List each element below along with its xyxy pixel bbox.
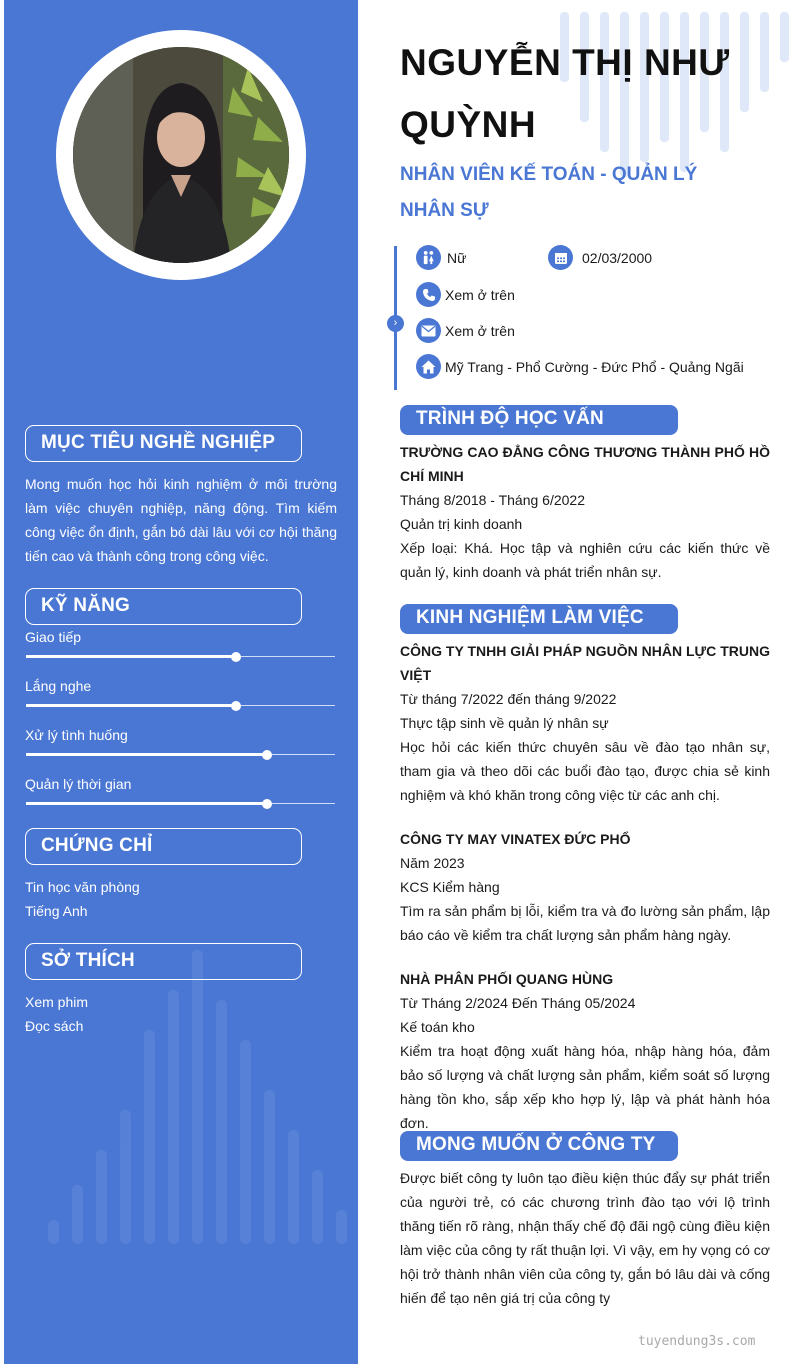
watermark: tuyendung3s.com (638, 1334, 756, 1349)
experience-heading: KINH NGHIỆM LÀM VIỆC (400, 604, 678, 634)
education-major: Quản trị kinh doanh (400, 516, 523, 532)
hobby-item: Đọc sách (25, 1018, 84, 1034)
education-period: Tháng 8/2018 - Tháng 6/2022 (400, 492, 586, 508)
info-address (416, 354, 744, 379)
job-position: NHÂN VIÊN KẾ TOÁN - QUẢN LÝ NHÂN SỰ (400, 164, 698, 221)
experience-description: Học hỏi các kiến thức chuyên sâu về đào tạo nhân sự, tham gia và theo dõi các buổi đào tạo, được chia sẻ kinh nghiệm và khó khăn trong công việc từ các anh chị. (400, 739, 770, 803)
skill-bar-fill (26, 753, 267, 756)
skills-heading: KỸ NĂNG (25, 588, 302, 625)
education-heading: TRÌNH ĐỘ HỌC VẤN (400, 405, 678, 435)
candidate-name: NGUYỄN THỊ NHƯ QUỲNH (400, 42, 730, 145)
skill-bar-fill (26, 802, 267, 805)
experience-item (400, 639, 770, 807)
address-value: Mỹ Trang - Phổ Cường - Đức Phổ - Quảng Ngãi (445, 358, 744, 375)
experience-description: Tìm ra sản phẩm bị lỗi, kiểm tra và đo lường sản phẩm, lập báo cáo về kiểm tra chất lượng sản phẩm hàng ngày. (400, 903, 770, 943)
company-name: CÔNG TY MAY VINATEX ĐỨC PHỔ (400, 831, 631, 847)
skill-bar (26, 754, 335, 755)
experience-item (400, 967, 770, 1135)
chevron-right-icon: › (387, 315, 404, 332)
sidebar (4, 0, 358, 1364)
skill-bar-fill (26, 655, 236, 658)
info-birthdate (548, 245, 652, 270)
avatar (73, 47, 289, 263)
gender-value: Nữ (447, 249, 467, 266)
experience-description: Kiểm tra hoạt động xuất hàng hóa, nhập hàng hóa, đảm bảo số lượng và chất lượng sản phẩm, kiểm soát số lượng hàng tồn kho, sắp xếp kho hợp lý, lập và phát hành hóa đơn. (400, 1043, 770, 1131)
certificate-item: Tiếng Anh (25, 903, 88, 919)
info-email (416, 318, 515, 343)
education-description: Xếp loại: Khá. Học tập và nghiên cứu các kiến thức về quản lý, kinh doanh và phát triển nhân sự. (400, 540, 770, 580)
skill-label: Xử lý tình huống (25, 727, 128, 743)
skill-bar (26, 705, 335, 706)
experience-period: Từ tháng 7/2022 đến tháng 9/2022 (400, 691, 617, 707)
skill-bar-knob (262, 750, 272, 760)
info-phone (416, 282, 515, 307)
phone-value: Xem ở trên (445, 286, 515, 303)
home-icon (416, 354, 441, 379)
avatar-frame (56, 30, 306, 280)
skill-bar-fill (26, 704, 236, 707)
email-value: Xem ở trên (445, 322, 515, 339)
experience-item (400, 827, 770, 947)
wish-text: Được biết công ty luôn tạo điều kiện thúc đẩy sự phát triển của người trẻ, có các chương trình đào tạo với lộ trình thăng tiến rõ ràng, nhận thấy chế độ đãi ngộ cùng điều kiện làm việc của công ty rất thuận lợi. Vì vậy, em hy vọng có cơ hội trở thành nhân viên của công ty, gắn bó lâu dài và cống hiến để tạo nên giá trị của công ty (400, 1170, 770, 1306)
education-block (400, 440, 770, 584)
skill-bar (26, 656, 335, 657)
birthdate-value: 02/03/2000 (582, 249, 653, 266)
certificates-heading: CHỨNG CHỈ (25, 828, 302, 865)
company-name: CÔNG TY TNHH GIẢI PHÁP NGUỒN NHÂN LỰC TRUNG VIỆT (400, 643, 770, 683)
info-gender (416, 245, 466, 270)
email-icon (416, 318, 441, 343)
skill-label: Quản lý thời gian (25, 776, 132, 792)
experience-period: Năm 2023 (400, 855, 465, 871)
experience-period: Từ Tháng 2/2024 Đến Tháng 05/2024 (400, 995, 636, 1011)
skill-label: Giao tiếp (25, 629, 82, 645)
skill-bar (26, 803, 335, 804)
wish-heading: MONG MUỐN Ở CÔNG TY (400, 1131, 678, 1161)
phone-icon (416, 282, 441, 307)
hobbies-heading: SỞ THÍCH (25, 943, 302, 980)
skill-bar-knob (262, 799, 272, 809)
certificate-item: Tin học văn phòng (25, 879, 140, 895)
company-name: NHÀ PHÂN PHỐI QUANG HÙNG (400, 971, 614, 987)
experience-role: Thực tập sinh về quản lý nhân sự (400, 715, 609, 731)
objective-heading: MỤC TIÊU NGHỀ NGHIỆP (25, 425, 302, 462)
wish-block (400, 1166, 770, 1310)
objective-text: Mong muốn học hỏi kinh nghiệm ở môi trường làm việc chuyên nghiệp, năng động. Tìm kiếm công việc ổn định, gắn bó dài lâu với cơ hội thăng tiến cao và thành công trong công việc. (25, 476, 337, 564)
gender-icon (416, 245, 441, 270)
calendar-icon (548, 245, 573, 270)
experience-role: Kế toán kho (400, 1019, 475, 1035)
experience-role: KCS Kiểm hàng (400, 879, 500, 895)
skill-label: Lắng nghe (25, 678, 92, 694)
hobby-item: Xem phim (25, 994, 89, 1010)
school-name: TRƯỜNG CAO ĐẲNG CÔNG THƯƠNG THÀNH PHỐ HỒ CHÍ MINH (400, 444, 770, 484)
